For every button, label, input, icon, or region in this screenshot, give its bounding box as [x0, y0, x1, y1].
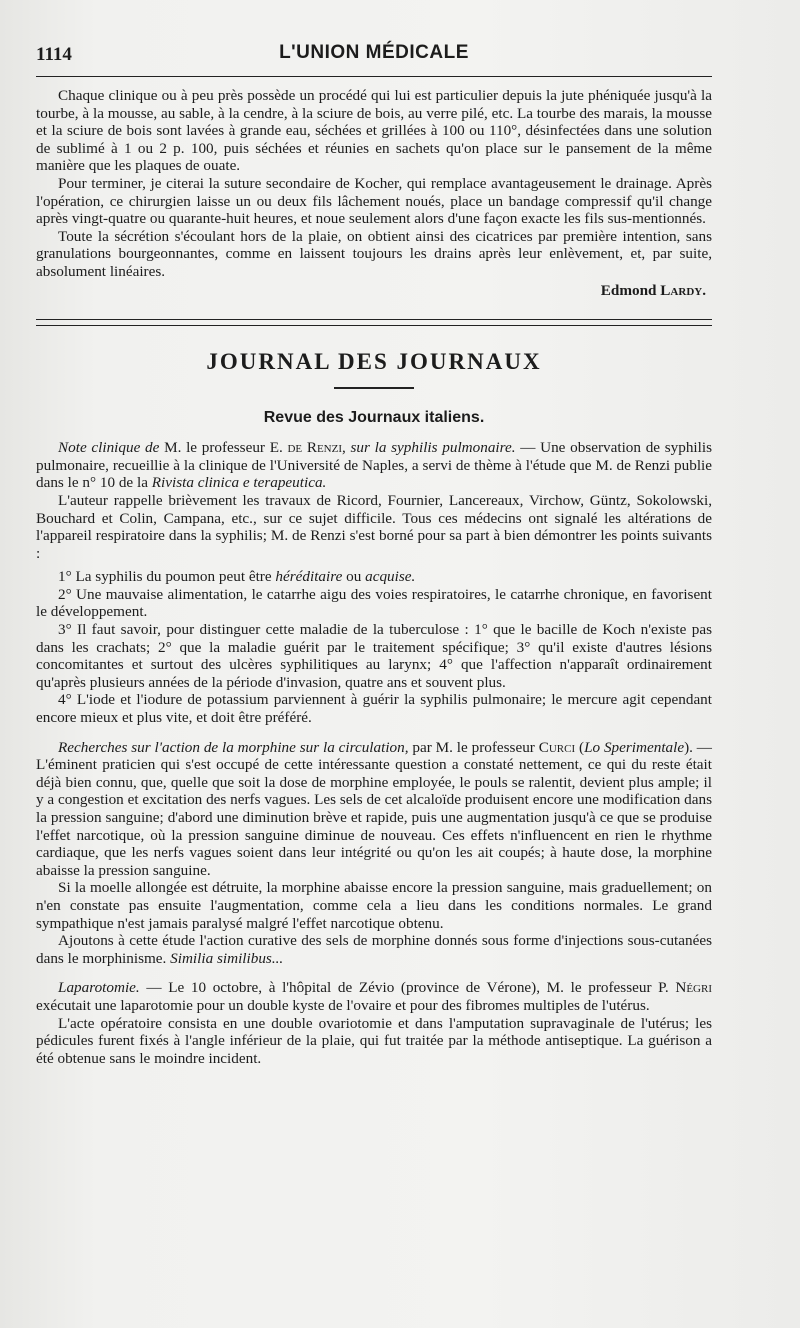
page-number: 1114 — [36, 44, 72, 65]
text-run: Similia similibus... — [170, 949, 284, 967]
paragraph: Toute la sécrétion s'écoulant hors de la plaie, on obtient ainsi des cicatrices par première intention, sans granulations bourgeonnantes, comme en laissent toujours les drains après leur enlèvement, et, par suite, absolument linéaires. — [36, 227, 712, 280]
article-lead: Recherches sur l'action de la morphine sur la circulation, — [58, 738, 409, 756]
numbered-point: 4° L'iode et l'iodure de potassium parviennent à guérir la syphilis pulmonaire; le mercure agit cependant encore mieux et plus vite, et doit être préféré. — [36, 691, 712, 727]
numbered-point: 3° Il faut savoir, pour distinguer cette maladie de la tuberculose : 1° que le bacille de Koch n'existe pas dans les crachats; 2° que la maladie guérit par le traitement spécifique; 3° qu'il existe d'autres lésions concomitantes et surtout des ulcères syphilitiques au larynx; 4° que l'affection n'apparaît ordinairement qu'après plusieurs années de la période d'invasion, quatre ans et souvent plus. — [36, 621, 712, 691]
running-title: L'UNION MÉDICALE — [279, 42, 469, 63]
text-run: héréditaire — [275, 568, 343, 586]
paragraph: Si la moelle allongée est détruite, la morphine abaisse encore la pression sanguine, mais graduellement; on n'en constate pas ensuite l'augmentation, comme cela a lieu dans les conditions normales. Le grand sympathique n'est jamais paralysé malgré l'effet narcotique obtenu. — [36, 879, 712, 932]
text-run: — Une observation de syphilis pulmonaire, recueillie à la clinique de l'Université de Naples, a servi de thème à l'étude que M. de Renzi publie dans le n° 10 de la — [36, 439, 712, 492]
section-title: JOURNAL DES JOURNAUX — [206, 349, 542, 375]
paragraph — [36, 739, 712, 880]
author-name: Négri — [675, 979, 712, 997]
continued-article — [36, 87, 712, 299]
text-run: M. le professeur E. — [159, 439, 288, 457]
journal-name: Lo Sperimentale — [584, 738, 685, 756]
signature-first-name: Edmond — [600, 281, 661, 299]
paragraph: Pour terminer, je citerai la suture secondaire de Kocher, qui remplace avantageusement le drainage. Après l'opération, ce chirurgien laisse un ou deux fils lâchement noués, place un bandage compressif qu'il change après vingt-quatre ou quarante-huit heures, et noue seulement alors d'une façon exacte les fils sus-mentionnés. — [36, 174, 712, 228]
text-column — [36, 87, 712, 1067]
article-lead: Laparotomie. — [58, 979, 140, 997]
text-run: acquise. — [365, 568, 416, 586]
author-signature — [36, 282, 712, 300]
paragraph — [36, 979, 712, 1014]
signature-last-name: Lardy. — [660, 281, 706, 299]
article-renzi — [36, 439, 712, 727]
author-name: Curci — [538, 738, 576, 756]
paragraph: L'auteur rappelle brièvement les travaux de Ricord, Fournier, Lancereaux, Virchow, Güntz, Sokolowski, Bouchard et Colin, Campana, etc., sur ce sujet difficile. Tous ces médecins ont signalé les altérations de l'appareil respiratoire dans la syphilis; M. de Renzi s'est borné pour sa part à bien démontrer les points suivants : — [36, 491, 712, 562]
subsection-title: Revue des Journaux italiens. — [263, 409, 485, 427]
paragraph: L'acte opératoire consista en une double ovariotomie et dans l'amputation supravaginale de l'utérus; les pédicules furent fixés à l'angle inférieur de la plaie, qui fut traitée par la méthode antiseptique. La guérison a été obtenue sans le moindre incident. — [36, 1014, 712, 1067]
article-negri — [36, 979, 712, 1067]
text-run: ( — [575, 738, 585, 756]
text-run: — Le 10 octobre, à l'hôpital de Zévio (province de Vérone), M. le professeur P. — [139, 979, 676, 997]
text-run: exécutait une laparotomie pour un double kyste de l'ovaire et pour des fibromes multiples de l'utérus. — [36, 996, 650, 1014]
paragraph: Chaque clinique ou à peu près possède un procédé qui lui est particulier depuis la jute phéniquée jusqu'à la tourbe, à la mousse, au sable, à la cendre, à la sciure de bois, au verre pilé, etc. La tourbe des marais, la mousse et la sciure de bois sont lavées à grande eau, séchées et grillées à 100 ou 110°, désinfectées dans une solution de sublimé à 1 ou 2 p. 100, puis séchées et réunies en sachets qu'on place sur le pansement de la même manière que les plaques de ouate. — [36, 87, 712, 175]
numbered-point — [36, 568, 712, 586]
text-run: , — [342, 439, 351, 457]
paragraph — [36, 439, 712, 492]
journal-name: Rivista clinica e terapeutica. — [151, 474, 327, 492]
section-divider — [36, 319, 712, 326]
text-run: Ajoutons à cette étude l'action curative des sels de morphine donnés sous forme d'injections sous-cutanées dans le morphinisme. — [36, 932, 712, 967]
numbered-point: 2° Une mauvaise alimentation, le catarrhe aigu des voies respiratoires, le catarrhe chronique, en favorisent le développement. — [36, 585, 712, 621]
title-rule — [334, 387, 414, 389]
page-header — [36, 40, 712, 77]
article-lead: Note clinique de — [58, 439, 160, 457]
article-curci — [36, 739, 712, 968]
text-run: 1° La syphilis du poumon peut être — [58, 568, 276, 586]
paragraph — [36, 932, 712, 967]
text-run: ou — [342, 568, 366, 586]
text-run: par M. le professeur — [408, 738, 539, 756]
author-name: de Renzi — [287, 439, 343, 457]
text-run: ). — L'éminent praticien qui s'est occupé de cette intéressante question a constaté nettement, ce qui du reste était déjà bien connu, que, quelle que soit la dose de morphine employée, le pouls se ralentit, devient plus ample; il y a congestion et excitation des nerfs vagues. Les sels de cet alcaloïde produisent encore une modification dans la pression sanguine; d'abord une diminution brève et rapide, puis une augmentation jusqu'à ce que se produise l'effet narcotique, où la pression sanguine diminue de nouveau. Ces effets n'influencent en rien le rhythme cardiaque, que les nerfs vagues soient dans leur intégrité ou qu'on les ait coupés; à haute dose, la morphine abaisse la pression sanguine. — [36, 738, 712, 879]
article-topic: sur la syphilis pulmonaire. — [350, 439, 516, 457]
